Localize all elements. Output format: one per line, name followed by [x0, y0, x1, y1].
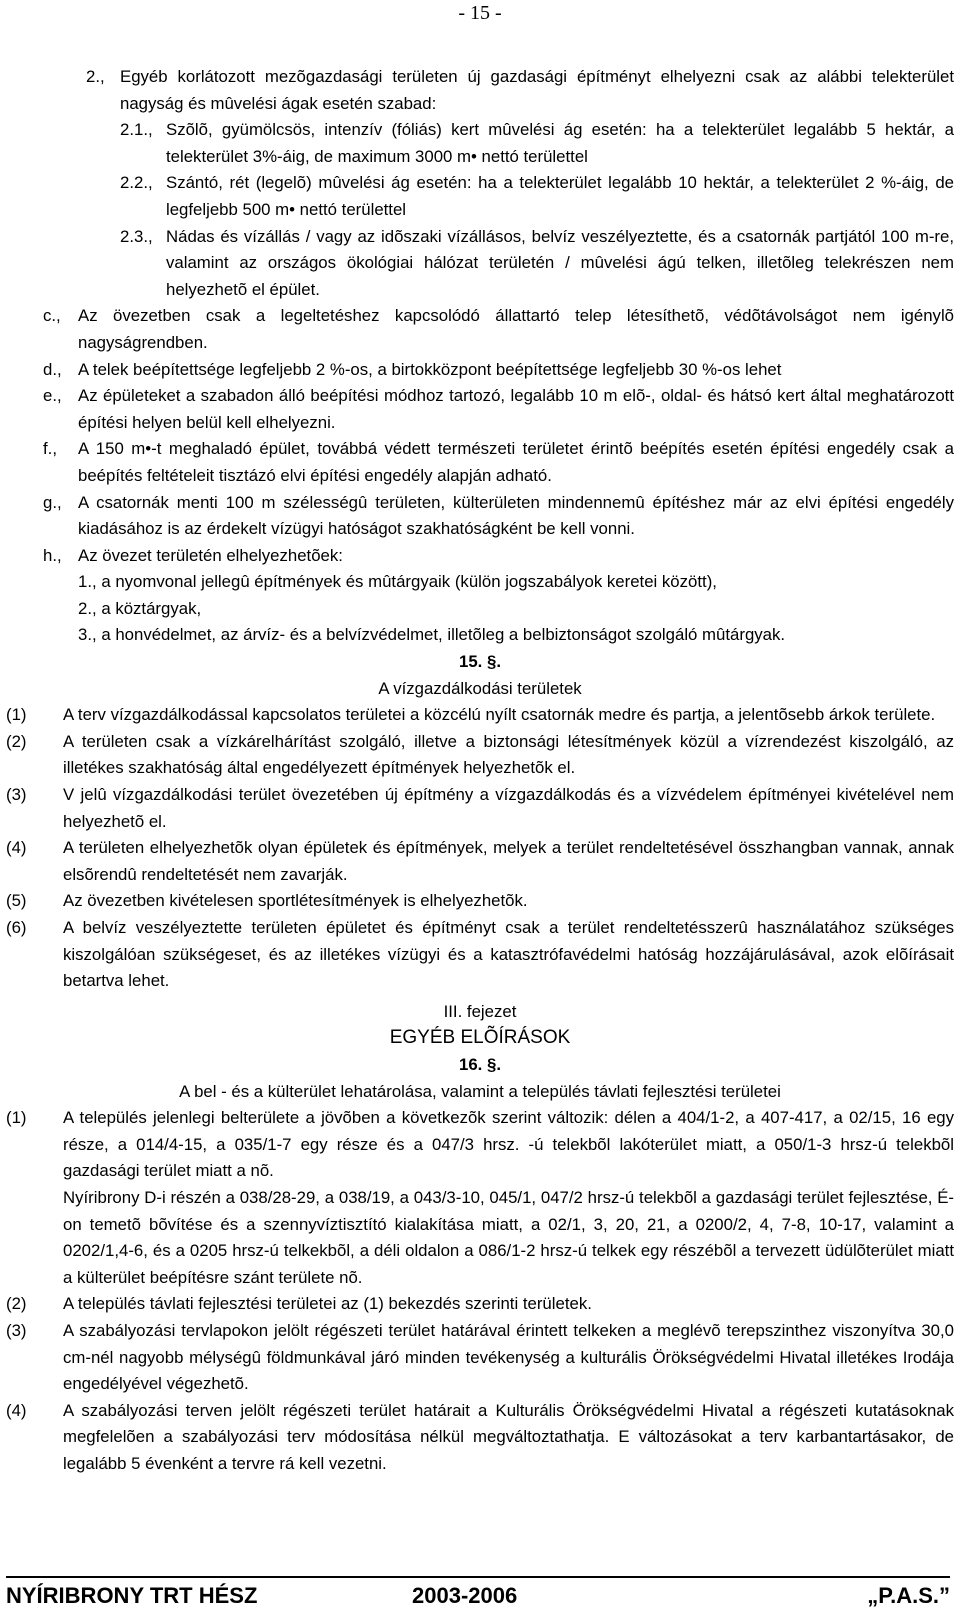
- footer-years: 2003-2006: [412, 1583, 518, 1608]
- item-number: 2.1.,: [120, 120, 153, 140]
- paragraph: [0, 835, 960, 888]
- list-item: [0, 543, 960, 570]
- paragraph-text: A szabályozási tervlapokon jelölt régészeti terület határával érintett telkeken a meglévõ terepszinthez viszonyítva 30,0 cm-nél nagyobb mélységû földmunkával járó minden tevékenység a kulturális Örökségvédelmi Hivatal illetékes Irodája engedélyével végezhetõ.: [63, 1320, 954, 1394]
- list-item: [0, 490, 960, 543]
- item-letter: d.,: [43, 359, 62, 379]
- list-item: [0, 383, 960, 436]
- list-item: [0, 357, 960, 384]
- item-text: Szántó, rét (legelõ) mûvelési ág esetén: ha a telekterület legalább 10 hektár, a telekterület 2 %-áig, de legfeljebb 500 m• nettó területtel: [166, 173, 954, 219]
- document-body: [0, 64, 960, 1477]
- paragraph-text: A terv vízgazdálkodással kapcsolatos területei a közcélú nyílt csatornák medre és partja, a jelentõsebb árkok területe.: [63, 705, 936, 725]
- list-item: [0, 436, 960, 489]
- item-text: Az épületeket a szabadon álló beépítési módhoz tartozó, legalább 10 m elõ-, oldal- és hátsó kert által meghatározott építési helyen belül kell elhelyezni.: [78, 386, 954, 432]
- paragraph: [0, 915, 960, 995]
- section-title: A bel - és a külterület lehatárolása, valamint a település távlati fejlesztési területei: [179, 1081, 781, 1101]
- paragraph-number: (5): [6, 891, 27, 911]
- item-text: Az övezetben csak a legeltetéshez kapcsolódó állattartó telep létesíthetõ, védõtávolságot nem igénylõ nagyságrendben.: [78, 306, 954, 352]
- section-title: A vízgazdálkodási területek: [378, 678, 582, 698]
- chapter-title: EGYÉB ELÕÍRÁSOK: [389, 1027, 571, 1049]
- paragraph-number: (3): [6, 785, 27, 805]
- item-text: 2., a köztárgyak,: [78, 598, 202, 618]
- section-number: 16. §.: [459, 1054, 501, 1074]
- paragraph-number: (1): [6, 1108, 27, 1128]
- paragraph-text: A szabályozási terven jelölt régészeti terület határait a Kulturális Örökségvédelmi Hivatal a régészeti kutatásoknak megfelelõen a szabályozási terv módosítása nélkül megváltoztathatja. E változásokat a terv karbantartásakor, de legalább 5 évenként a tervre rá kell vezetni.: [63, 1400, 954, 1473]
- list-item: [0, 596, 960, 623]
- paragraph-text: Az övezetben kivételesen sportlétesítmények is elhelyezhetõk.: [63, 891, 528, 911]
- paragraph-number: (3): [6, 1320, 27, 1340]
- footer-document-title: NYÍRIBRONY TRT HÉSZ: [6, 1583, 258, 1608]
- chapter-label: III. fejezet: [443, 1001, 517, 1021]
- paragraph-text: V jelû vízgazdálkodási terület övezetében új építmény a vízgazdálkodás és a vízvédelem építményei kivételével nem helyezhetõ el.: [63, 785, 954, 831]
- section-number: 15. §.: [459, 652, 501, 672]
- paragraph-text: A település jelenlegi belterülete a jövõben a következõk szerint változik: délen a 404/1-2, a 407-417, a 02/15, 16 egy része, a 014/4-15, a 035/1-7 egy része és a 047/3 hrsz. -ú telekbõl lakóterület miatt, a 050/1-3 hrsz-ú telekbõl gazdasági terület miatt a nõ.: [63, 1108, 954, 1181]
- item-letter: c.,: [43, 306, 61, 326]
- paragraph-text: Nyíribrony D-i részén a 038/28-29, a 038/19, a 043/3-10, 045/1, 047/2 hrsz-ú telekbõl a gazdasági terület fejlesztése, É-on temetõ bõvítése és a szennyvíztisztító kialakítása miatt, a 02/1, 3, 20, 21, a 0200/2, 4, 7-8, 10-17, valamint a 0202/1,4-6, és a 0205 hrsz-ú telkekbõl, a déli oldalon a 086/1-2 hrsz-ú telkek egy részébõl a tervezett üdülõterület miatt a külterület beépítésre szánt területe nõ.: [63, 1187, 954, 1287]
- paragraph: [0, 729, 960, 782]
- paragraph: [0, 1105, 960, 1185]
- item-number: 2.,: [86, 67, 105, 86]
- paragraph: [0, 1318, 960, 1398]
- paragraph: [0, 1398, 960, 1478]
- item-text: Az övezet területén elhelyezhetõek:: [78, 545, 343, 565]
- item-text: 3., a honvédelmet, az árvíz- és a belvízvédelmet, illetõleg a belbiztonságot szolgáló mûtárgyak.: [78, 625, 786, 645]
- list-item: [0, 569, 960, 596]
- list-item: [0, 117, 960, 170]
- item-text: 1., a nyomvonal jellegû építmények és mûtárgyaik (külön jogszabályok keretei között),: [78, 572, 717, 592]
- paragraph: [0, 782, 960, 835]
- item-number: 2.3.,: [120, 226, 153, 246]
- paragraph: [0, 1291, 960, 1318]
- item-number: 2.2.,: [120, 173, 153, 193]
- paragraph-number: (6): [6, 918, 27, 937]
- paragraph: [0, 888, 960, 915]
- paragraph-text: A területen elhelyezhetõk olyan épületek és építmények, melyek a terület rendeltetésével összhangban vannak, annak elsõrendû rendeltetését nem zavarják.: [63, 838, 954, 884]
- paragraph: [0, 702, 960, 729]
- item-text: Egyéb korlátozott mezõgazdasági területen új gazdasági építményt elhelyezni csak az alábbi telekterület nagyság és mûvelési ágak esetén szabad:: [120, 67, 954, 113]
- item-letter: f.,: [43, 439, 57, 459]
- page-number: - 15 -: [458, 2, 502, 24]
- item-text: Szõlõ, gyümölcsös, intenzív (fóliás) kert mûvelési ág esetén: ha a telekterület legalább 5 hektár, a telekterület 3%-áig, de maximum 3000 m• nettó területtel: [166, 120, 954, 166]
- paragraph-number: (4): [6, 838, 27, 858]
- list-item: [0, 170, 960, 223]
- paragraph-number: (2): [6, 731, 27, 751]
- paragraph-number: (4): [6, 1400, 27, 1420]
- paragraph-number: (2): [6, 1294, 27, 1314]
- paragraph-text: A belvíz veszélyeztette területen épületet és építményt csak a terület rendeltetésszerû használatához szükséges kiszolgálóan szükségeset, és az illetékes vízügyi és a katasztrófavédelmi hatóság hozzájárulásával, azok elõírásait betartva lehet.: [63, 918, 954, 991]
- list-item: [0, 303, 960, 356]
- paragraph-number: (1): [6, 705, 27, 725]
- item-letter: h.,: [43, 545, 62, 565]
- item-text: A 150 m•-t meghaladó épület, továbbá védett természeti területet érintõ beépítés esetén építési engedély csak a beépítés feltételeit tisztázó elvi építési engedély alapján adható.: [78, 439, 954, 485]
- footer-author: „P.A.S.”: [867, 1583, 950, 1608]
- item-text: Nádas és vízállás / vagy az idõszaki vízállásos, belvíz veszélyeztette, és a csatornák partjától 100 m-re, valamint az országos ökológiai hálózat területén / mûvelési ágú telken, illetõleg telekrészen nem helyezhetõ el épület.: [166, 226, 954, 299]
- item-text: A csatornák menti 100 m szélességû területen, külterületen mindennemû építéshez már az elvi építési engedély kiadásához is az érdekelt vízügyi hatóságot szakhatóságként be kell vonni.: [78, 492, 954, 539]
- list-item: [0, 622, 960, 649]
- paragraph-text: A területen csak a vízkárelhárítást szolgáló, illetve a biztonsági létesítmények közül a vízrendezést kiszolgáló, az illetékes szakhatóság által engedélyezett építmények helyezhetõk el.: [63, 731, 954, 778]
- item-letter: e.,: [43, 386, 62, 406]
- list-item: [0, 64, 960, 117]
- page-footer: [6, 1576, 950, 1614]
- paragraph-text: A település távlati fejlesztési területei az (1) bekezdés szerinti területek.: [63, 1294, 592, 1314]
- list-item: [0, 224, 960, 304]
- item-letter: g.,: [43, 492, 62, 512]
- item-text: A telek beépítettsége legfeljebb 2 %-os, a birtokközpont beépítettsége legfeljebb 30 %-os lehet: [78, 359, 782, 379]
- paragraph: [0, 1185, 960, 1291]
